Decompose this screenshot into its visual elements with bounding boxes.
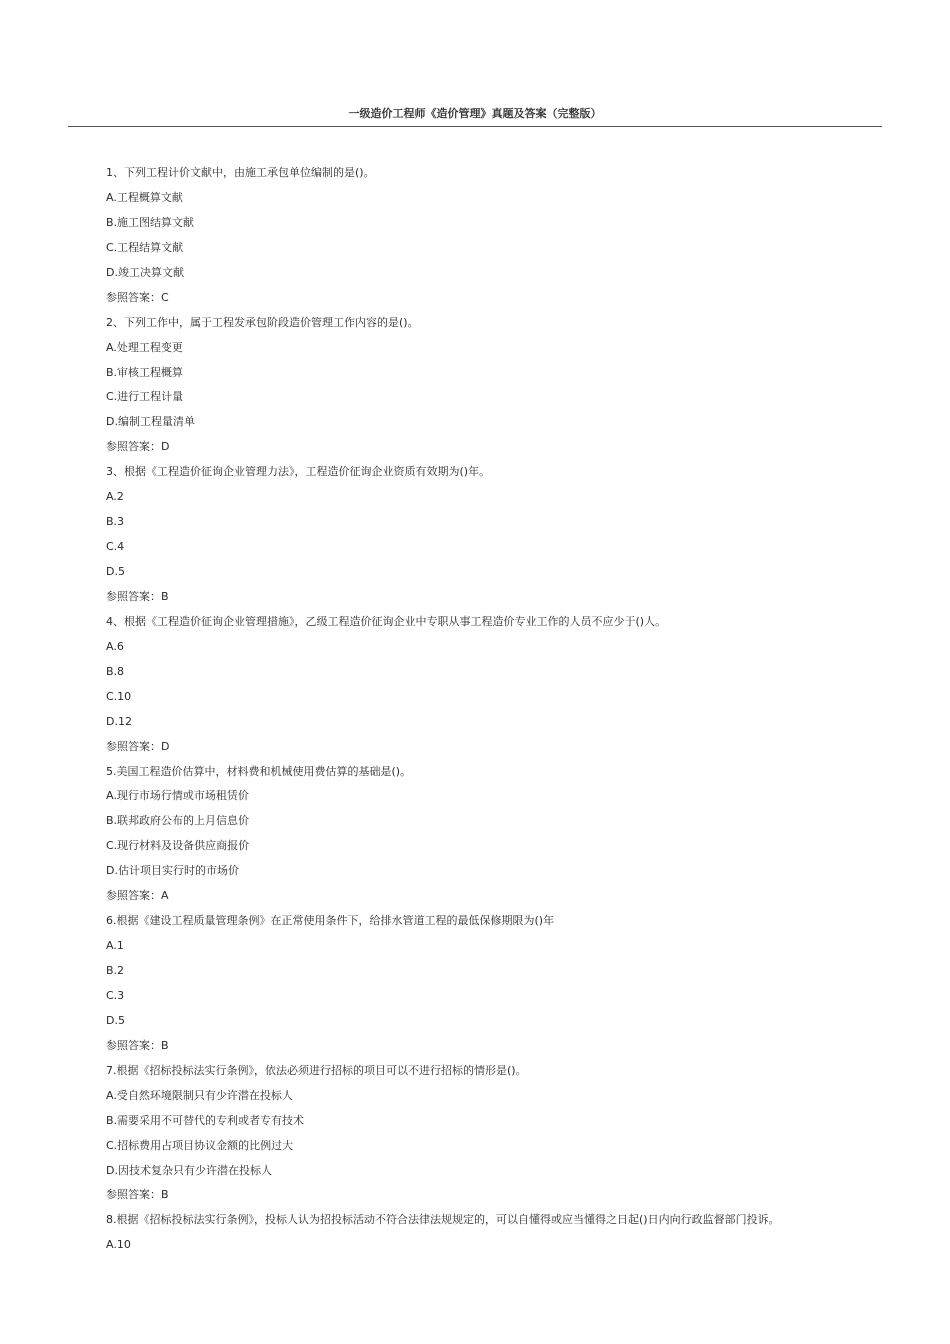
question-stem: 3、根据《工程造价征询企业管理力法》，工程造价征询企业资质有效期为()年。 [106, 465, 491, 479]
header-divider [68, 126, 882, 127]
question-stem: 5.美国工程造价估算中，材料费和机械使用费估算的基础是()。 [106, 764, 412, 778]
question-stem: 2、下列工作中，属于工程发承包阶段造价管理工作内容的是()。 [106, 315, 419, 329]
option-d: D.估计项目实行时的市场价 [106, 864, 239, 878]
option-b: B.联邦政府公布的上月信息价 [106, 814, 250, 828]
option-d: D.竣工决算文献 [106, 265, 184, 279]
option-b: B.审核工程概算 [106, 365, 184, 379]
question-stem: 8.根据《招标投标法实行条例》，投标人认为招投标活动不符合法律法规规定的，可以自懂得或应当懂得之日起()日内向行政监督部门投诉。 [106, 1213, 780, 1227]
question-stem: 7.根据《招标投标法实行条例》，依法必须进行招标的项目可以不进行招标的情形是()。 [106, 1063, 527, 1077]
question-stem: 6.根据《建设工程质量管理条例》在正常使用条件下，给排水管道工程的最低保修期限为()年 [106, 914, 555, 928]
document-title: 一级造价工程师《造价管理》真题及答案（完整版） [348, 107, 602, 120]
option-b: B.3 [106, 515, 125, 529]
option-c: C.现行材料及设备供应商报价 [106, 839, 250, 853]
option-c: C.工程结算文献 [106, 240, 184, 254]
option-b: B.施工图结算文献 [106, 215, 195, 229]
option-d: D.5 [106, 1013, 125, 1027]
reference-answer: 参照答案：D [106, 440, 170, 454]
option-b: B.2 [106, 964, 125, 977]
option-d: D.因技术复杂只有少许潜在投标人 [106, 1163, 272, 1177]
option-a: A.2 [106, 490, 124, 504]
option-d: D.编制工程量清单 [106, 415, 195, 429]
option-d: D.5 [106, 565, 125, 578]
option-c: C.进行工程计量 [106, 390, 184, 404]
option-b: B.需要采用不可替代的专利或者专有技术 [106, 1113, 305, 1127]
option-a: A.现行市场行情或市场租赁价 [106, 789, 249, 803]
question-list [106, 161, 866, 1258]
option-a: A.处理工程变更 [106, 340, 183, 354]
option-a: A.工程概算文献 [106, 190, 183, 204]
option-a: A.10 [106, 1238, 131, 1252]
option-b: B.8 [106, 664, 125, 678]
option-c: C.4 [106, 540, 125, 554]
question-stem: 4、根据《工程造价征询企业管理措施》，乙级工程造价征询企业中专职从事工程造价专业工作的人员不应少于()人。 [106, 614, 667, 628]
reference-answer: 参照答案：B [106, 1038, 169, 1052]
option-c: C.3 [106, 988, 125, 1002]
option-c: C.招标费用占项目协议金额的比例过大 [106, 1138, 294, 1152]
option-a: A.6 [106, 639, 124, 653]
reference-answer: 参照答案：D [106, 739, 170, 753]
reference-answer: 参照答案：B [106, 589, 169, 603]
option-a: A.1 [106, 939, 124, 953]
option-c: C.10 [106, 689, 132, 703]
option-d: D.12 [106, 714, 132, 728]
option-a: A.受自然环境限制只有少许潜在投标人 [106, 1088, 293, 1102]
reference-answer: 参照答案：A [106, 889, 169, 903]
reference-answer: 参照答案：C [106, 290, 169, 304]
reference-answer: 参照答案：B [106, 1188, 169, 1202]
question-stem: 1、下列工程计价文献中，由施工承包单位编制的是()。 [106, 166, 375, 179]
